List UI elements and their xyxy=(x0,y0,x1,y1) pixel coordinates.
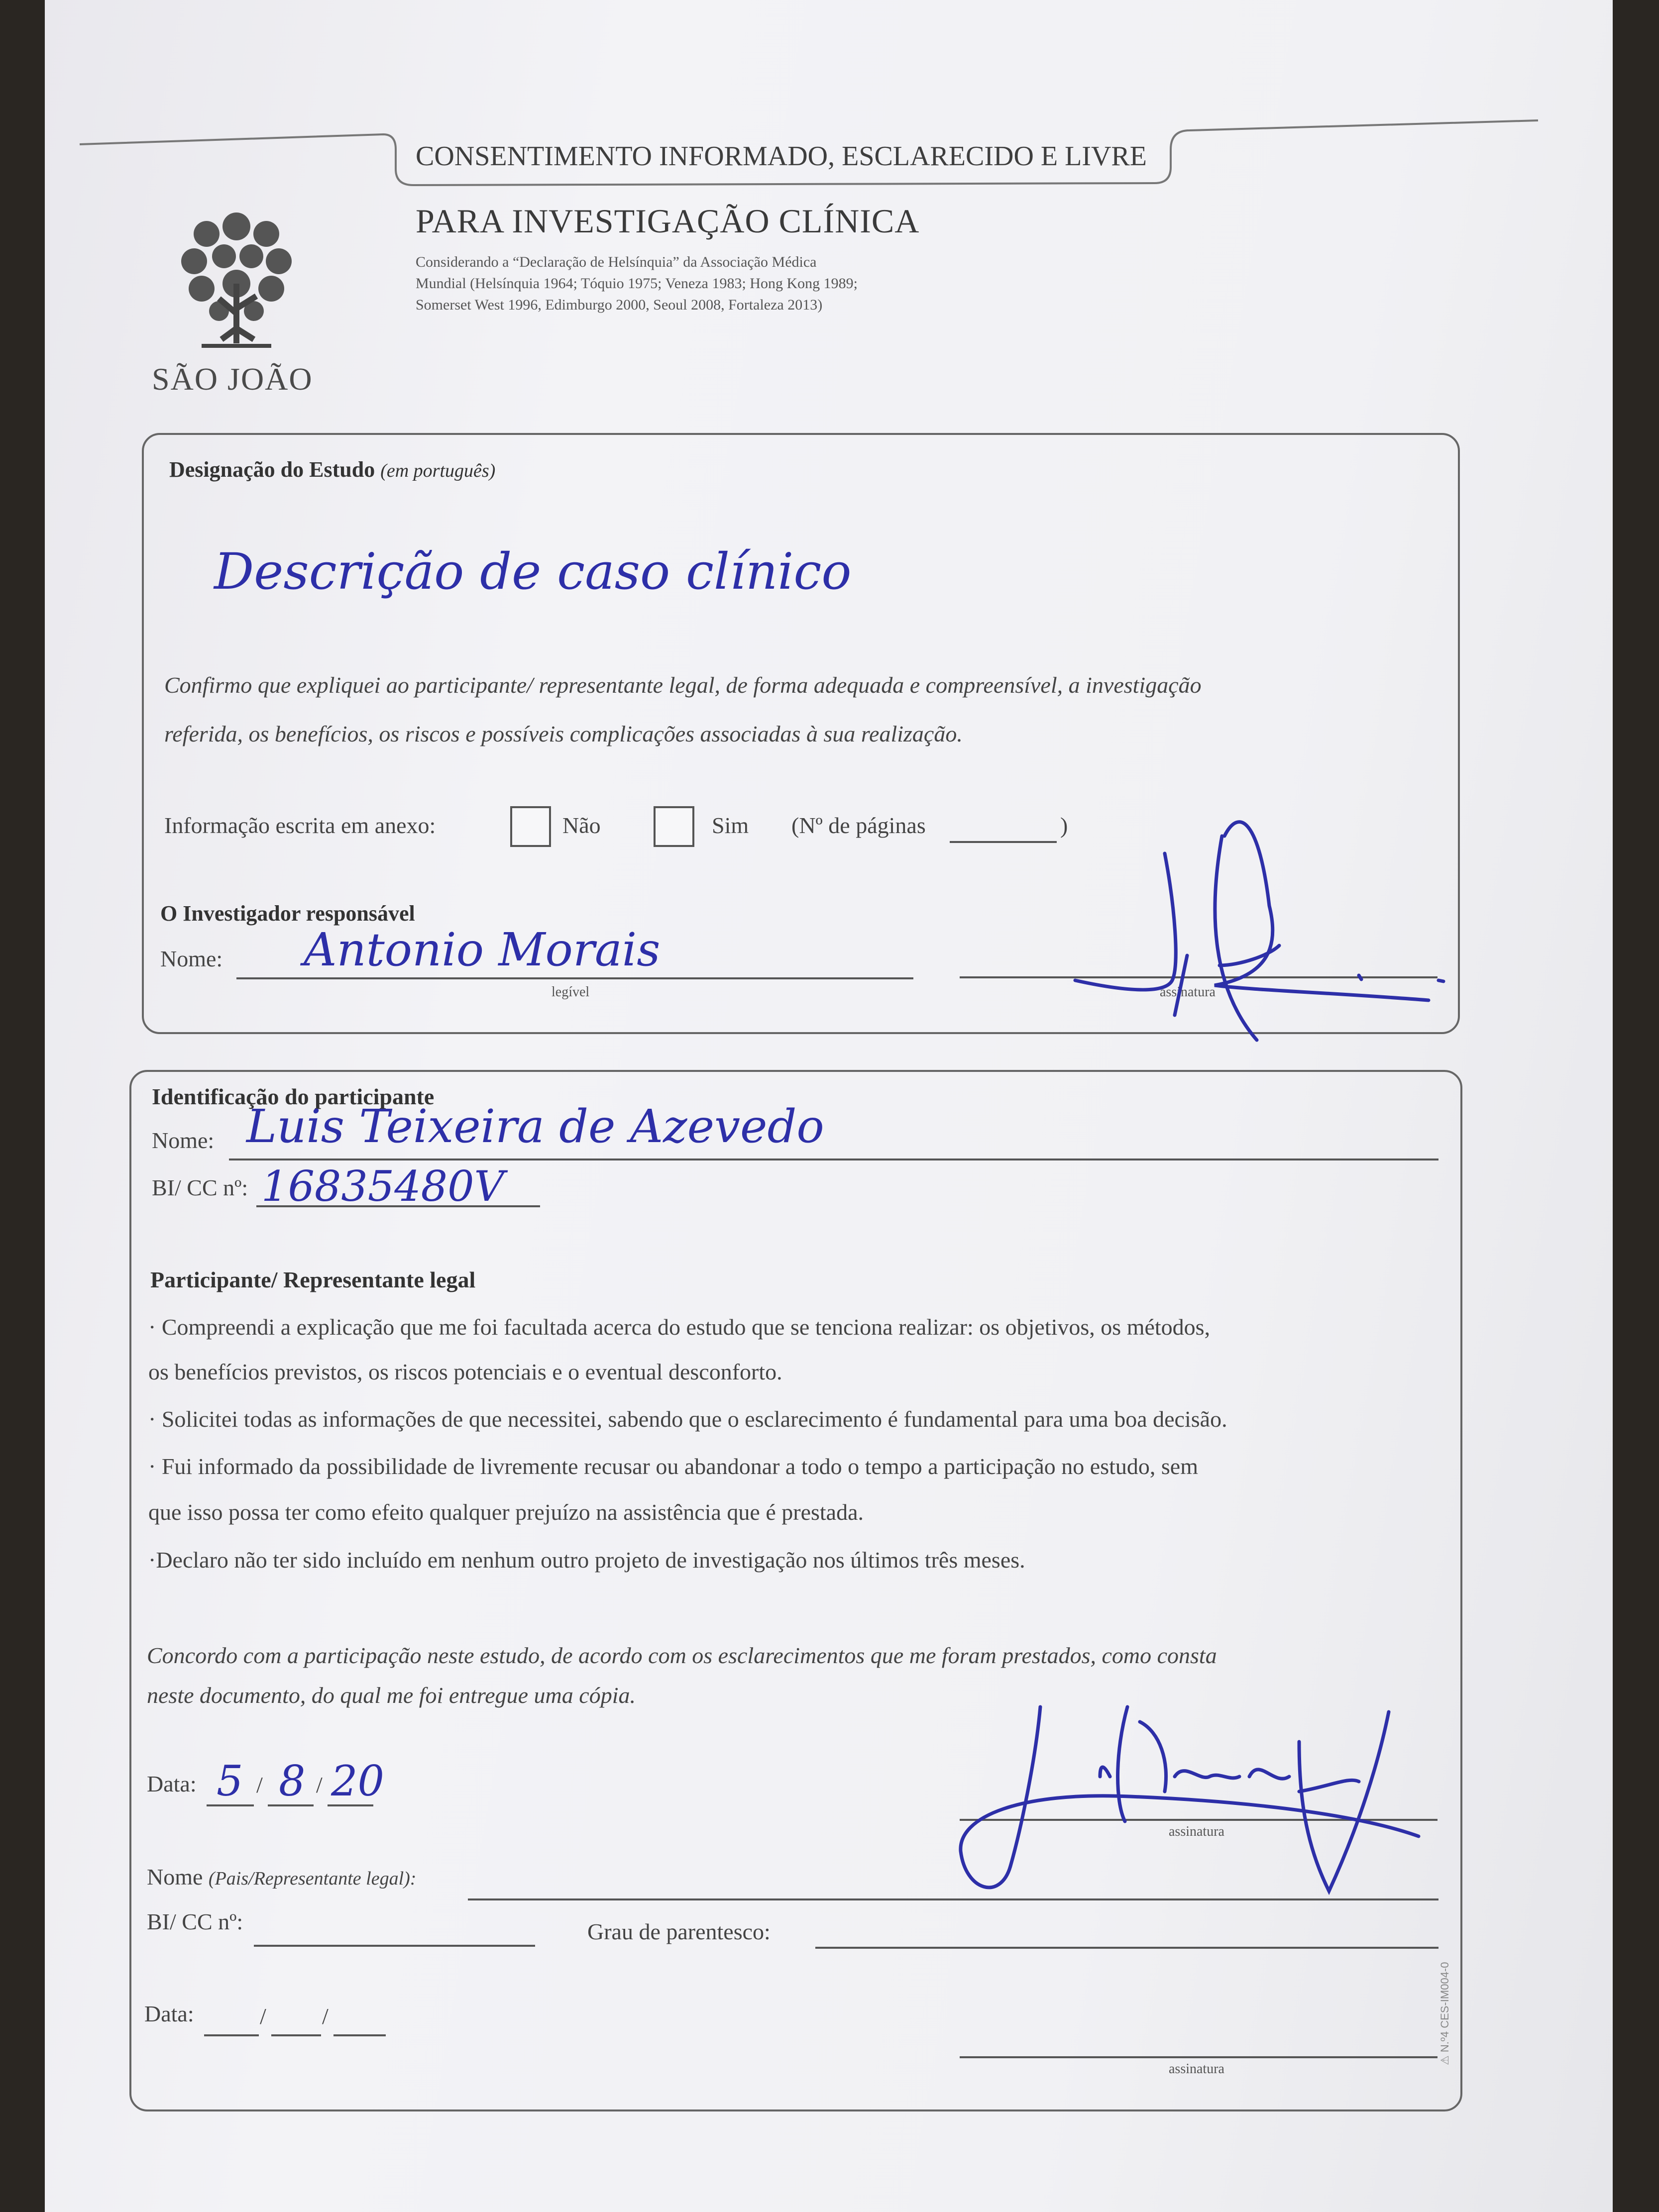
helsinki-note-line1: Considerando a “Declaração de Helsínquia” da Associação Médica xyxy=(416,254,817,270)
participant-name-value: Luis Teixeira de Azevedo xyxy=(246,1100,824,1153)
date-month-value: 8 xyxy=(279,1757,306,1805)
agree-line2: neste documento, do qual me foi entregue uma cópia. xyxy=(147,1683,636,1708)
legible-caption: legível xyxy=(552,984,590,1000)
rep-signature-line xyxy=(960,2056,1438,2058)
attachment-yes-checkbox[interactable] xyxy=(654,806,694,847)
attachment-label: Informação escrita em anexo: xyxy=(164,813,436,838)
investigator-name-label: Nome: xyxy=(160,946,223,971)
legal-line1: · Compreendi a explicação que me foi facultada acerca do estudo que se tenciona realizar: os objetivos, os métodos, xyxy=(148,1314,1211,1340)
participant-id-label: BI/ CC nº: xyxy=(152,1175,248,1200)
legal-line4: · Fui informado da possibilidade de livremente recusar ou abandonar a todo o tempo a participação no estudo, sem xyxy=(148,1454,1198,1479)
participant-name-label: Nome: xyxy=(152,1128,215,1153)
date2-year-field[interactable] xyxy=(333,2034,386,2036)
pages-close: ) xyxy=(1060,813,1068,838)
date2-sep-1: / xyxy=(260,2003,266,2029)
attachment-no-checkbox[interactable] xyxy=(510,806,551,847)
form-code: ⚠ N.º4 CES-IM004-0 xyxy=(1438,1962,1451,2065)
date-day-value: 5 xyxy=(217,1757,243,1805)
date-label: Data: xyxy=(147,1771,197,1796)
helsinki-note-line2: Mundial (Helsínquia 1964; Tóquio 1975; Veneza 1983; Hong Kong 1989; xyxy=(416,275,858,292)
tree-logo-icon xyxy=(172,209,301,353)
investigator-signature-caption: assinatura xyxy=(1160,984,1216,1000)
rep-id-label: BI/ CC nº: xyxy=(147,1909,243,1934)
logo-text: SÃO JOÃO xyxy=(152,361,313,397)
date2-sep-2: / xyxy=(322,2003,329,2029)
helsinki-note-line3: Somerset West 1996, Edimburgo 2000, Seoul 2008, Fortaleza 2013) xyxy=(416,297,823,313)
study-label: Designação do Estudo (em português) xyxy=(169,457,496,482)
date2-day-field[interactable] xyxy=(204,2034,259,2036)
option-yes-label: Sim xyxy=(712,813,749,838)
form-title-line1: CONSENTIMENTO INFORMADO, ESCLARECIDO E LIVRE xyxy=(416,141,1147,172)
date2-label: Data: xyxy=(144,2001,194,2026)
investigator-name-value: Antonio Morais xyxy=(304,923,661,976)
kinship-label: Grau de parentesco: xyxy=(587,1919,771,1944)
header-frame xyxy=(45,0,1613,209)
confirm-line1: Confirmo que expliquei ao participante/ representante legal, de forma adequada e compreensível, a investigação xyxy=(164,672,1202,698)
option-no-label: Não xyxy=(562,813,601,838)
study-label-note: (em português) xyxy=(380,460,496,481)
agree-line1: Concordo com a participação neste estudo, de acordo com os esclarecimentos que me foram prestados, como consta xyxy=(147,1643,1217,1668)
date2-month-field[interactable] xyxy=(271,2034,321,2036)
legal-line5: que isso possa ter como efeito qualquer prejuízo na assistência que é prestada. xyxy=(148,1499,864,1525)
rep-name-note: (Pais/Representante legal): xyxy=(208,1868,417,1889)
rep-name-field[interactable] xyxy=(468,1898,1438,1900)
rep-id-field[interactable] xyxy=(254,1945,535,1947)
handwritten-study-title: Descrição de caso clínico xyxy=(214,542,852,601)
date-sep-2: / xyxy=(316,1772,323,1797)
legal-heading: Participante/ Representante legal xyxy=(150,1267,476,1292)
participant-section xyxy=(129,1070,1462,2111)
participant-name-field[interactable] xyxy=(229,1159,1438,1160)
investigator-name-field[interactable] xyxy=(236,977,913,979)
consent-form-page xyxy=(45,0,1613,2212)
kinship-field[interactable] xyxy=(815,1947,1438,1949)
date-year-value: 20 xyxy=(331,1757,384,1805)
confirm-line2: referida, os benefícios, os riscos e possíveis complicações associadas à sua realização. xyxy=(164,721,963,746)
form-title-line2: PARA INVESTIGAÇÃO CLÍNICA xyxy=(416,202,920,240)
pages-count-field[interactable] xyxy=(950,841,1057,843)
participant-heading: Identificação do participante xyxy=(152,1084,435,1109)
investigator-heading: O Investigador responsável xyxy=(160,901,415,926)
legal-line3: · Solicitei todas as informações de que necessitei, sabendo que o esclarecimento é fundamental para uma boa decisão. xyxy=(148,1406,1227,1432)
investigator-signature-image xyxy=(1060,806,1468,1045)
rep-signature-caption: assinatura xyxy=(1169,2061,1224,2077)
participant-id-value: 16835480V xyxy=(261,1162,505,1211)
legal-line2: os benefícios previstos, os riscos potenciais e o eventual desconforto. xyxy=(148,1359,782,1384)
participant-signature-image xyxy=(951,1702,1429,1916)
date-sep-1: / xyxy=(256,1772,263,1797)
rep-name-label: Nome (Pais/Representante legal): xyxy=(147,1864,417,1890)
pages-label: (Nº de páginas xyxy=(791,813,926,838)
legal-line6: ·Declaro não ter sido incluído em nenhum outro projeto de investigação nos últimos três meses. xyxy=(148,1547,1025,1573)
participant-signature-caption: assinatura xyxy=(1169,1824,1224,1839)
